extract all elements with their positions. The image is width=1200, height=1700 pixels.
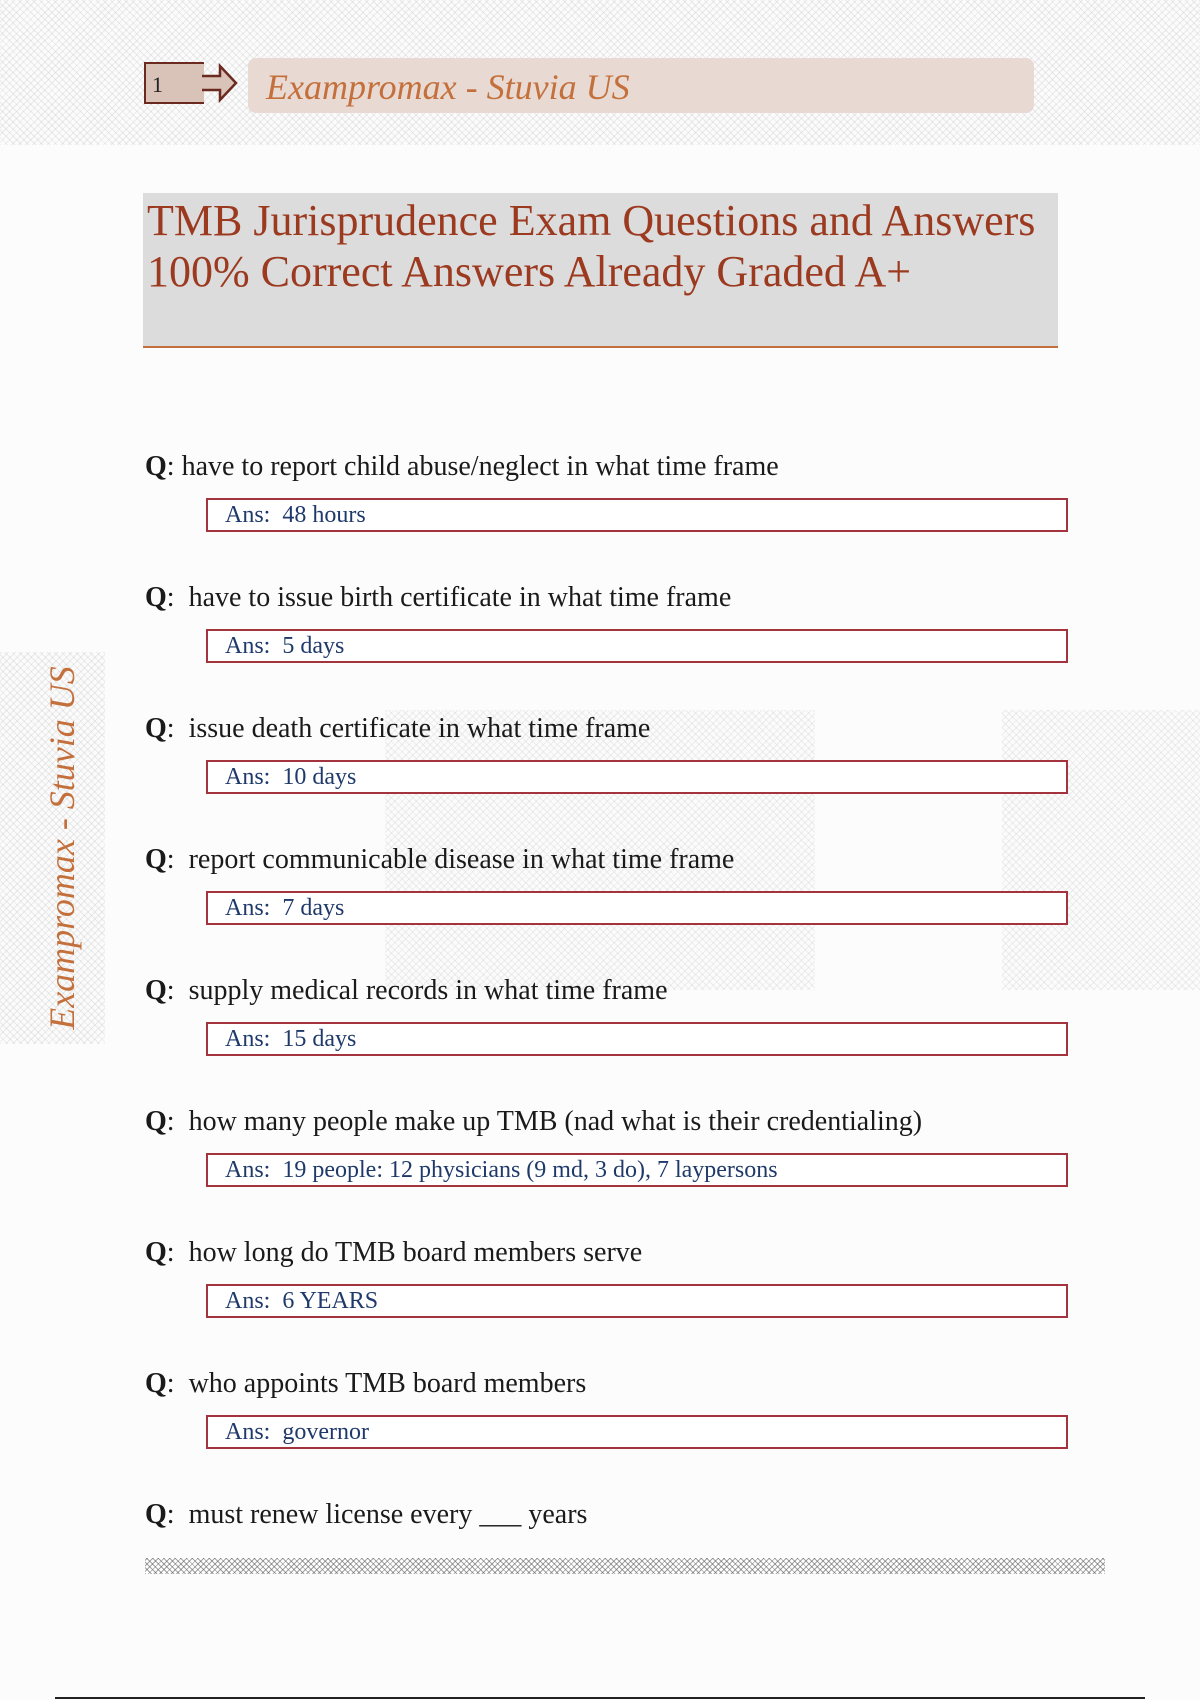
bottom-hatch-band xyxy=(145,1558,1105,1574)
answer-text: 6 YEARS xyxy=(282,1288,379,1314)
answer-text: governor xyxy=(282,1419,369,1445)
qa-item xyxy=(145,974,1065,1056)
qa-item xyxy=(145,1367,1065,1449)
question-text: issue death certificate in what time frame xyxy=(188,713,651,744)
answer-text: 19 people: 12 physicians (9 md, 3 do), 7 laypersons xyxy=(282,1157,778,1183)
answer-prefix: Ans: xyxy=(225,1288,271,1314)
answer-text: 48 hours xyxy=(282,502,366,528)
answer-prefix: Ans: xyxy=(225,1419,271,1445)
question-line xyxy=(145,450,1065,484)
question-separator: : xyxy=(166,844,175,875)
qa-item xyxy=(145,450,1065,532)
question-label: Q xyxy=(145,582,167,613)
answer-box xyxy=(206,891,1068,925)
answer-text: 10 days xyxy=(282,764,357,790)
question-separator: : xyxy=(166,975,175,1006)
answer-prefix: Ans: xyxy=(225,1026,271,1052)
title-block xyxy=(143,193,1058,348)
question-separator: : xyxy=(166,451,175,482)
question-separator: : xyxy=(166,713,175,744)
answer-text: 15 days xyxy=(282,1026,357,1052)
page-number: 1 xyxy=(152,72,163,97)
question-line xyxy=(145,843,1065,877)
answer-box xyxy=(206,1022,1068,1056)
question-line xyxy=(145,581,1065,615)
qa-item xyxy=(145,843,1065,925)
question-label: Q xyxy=(145,1368,167,1399)
question-text: how many people make up TMB (nad what is their credentialing) xyxy=(188,1106,923,1137)
question-line xyxy=(145,1105,1065,1139)
answer-box xyxy=(206,629,1068,663)
question-text: how long do TMB board members serve xyxy=(188,1237,643,1268)
footer-rule xyxy=(55,1697,1145,1699)
question-line xyxy=(145,1498,1065,1532)
question-text: have to issue birth certificate in what time frame xyxy=(188,582,732,613)
answer-prefix: Ans: xyxy=(225,895,271,921)
question-text: supply medical records in what time frame xyxy=(188,975,668,1006)
question-label: Q xyxy=(145,1237,167,1268)
answer-box xyxy=(206,1415,1068,1449)
question-label: Q xyxy=(145,1499,167,1530)
qa-item xyxy=(145,1498,1065,1532)
question-text: who appoints TMB board members xyxy=(188,1368,587,1399)
question-label: Q xyxy=(145,451,167,482)
page-number-box xyxy=(144,62,204,104)
qa-item xyxy=(145,1236,1065,1318)
question-label: Q xyxy=(145,713,167,744)
qa-item xyxy=(145,1105,1065,1187)
qa-item xyxy=(145,712,1065,794)
answer-box xyxy=(206,760,1068,794)
site-title: Exampromax - Stuvia US xyxy=(266,67,630,107)
question-text: must renew license every ___ years xyxy=(188,1499,588,1530)
answer-box xyxy=(206,1284,1068,1318)
site-header xyxy=(248,58,1034,113)
question-separator: : xyxy=(166,1237,175,1268)
question-label: Q xyxy=(145,844,167,875)
question-line xyxy=(145,974,1065,1008)
arrow-right-icon xyxy=(200,62,240,104)
answer-box xyxy=(206,1153,1068,1187)
question-line xyxy=(145,712,1065,746)
question-line xyxy=(145,1236,1065,1270)
answer-text: 7 days xyxy=(282,895,345,921)
answer-prefix: Ans: xyxy=(225,502,271,528)
qa-item xyxy=(145,581,1065,663)
answer-prefix: Ans: xyxy=(225,1157,271,1183)
question-label: Q xyxy=(145,975,167,1006)
question-line xyxy=(145,1367,1065,1401)
question-label: Q xyxy=(145,1106,167,1137)
side-watermark-text: Exampromax - Stuvia US xyxy=(42,666,82,1030)
document-title: TMB Jurisprudence Exam Questions and Answers 100% Correct Answers Already Graded A+ xyxy=(147,196,1036,296)
question-separator: : xyxy=(166,1368,175,1399)
answer-prefix: Ans: xyxy=(225,633,271,659)
question-separator: : xyxy=(166,1106,175,1137)
answer-text: 5 days xyxy=(282,633,345,659)
answer-box xyxy=(206,498,1068,532)
question-separator: : xyxy=(166,582,175,613)
question-text: report communicable disease in what time frame xyxy=(188,844,735,875)
question-text: have to report child abuse/neglect in what time frame xyxy=(181,451,779,482)
answer-prefix: Ans: xyxy=(225,764,271,790)
question-separator: : xyxy=(166,1499,175,1530)
